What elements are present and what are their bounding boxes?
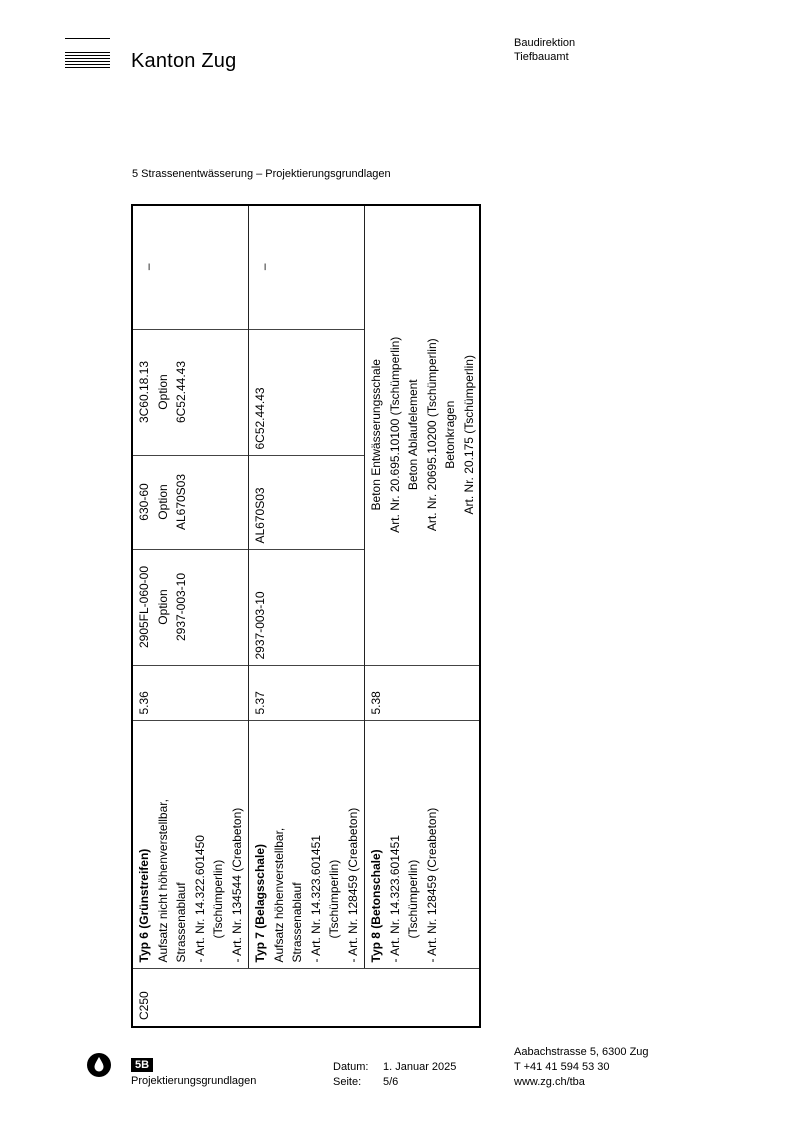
chapter-badge: 5B <box>131 1058 153 1072</box>
department-line: Baudirektion <box>514 37 576 49</box>
product-cell: 6C52.44.43 <box>249 330 365 456</box>
website-link: www.zg.ch/tba <box>514 1076 585 1088</box>
product-cell: 630-60 Option AL670S03 <box>133 456 249 550</box>
figure-number-cell: 5.36 <box>133 666 249 721</box>
product-cell: AL670S03 <box>249 456 365 550</box>
table-row <box>249 206 365 1026</box>
product-cell: – <box>249 206 365 330</box>
document-heading: 5 Strassenentwässerung – Projektierungsgrundlagen <box>132 168 391 180</box>
footer-values <box>383 1060 456 1090</box>
footer-address: Aabachstrasse 5, 6300 Zug T +41 41 594 53 30 www.zg.ch/tba <box>514 1046 649 1088</box>
date-value: 1. Januar 2025 <box>383 1061 457 1073</box>
footer-subtitle: Projektierungsgrundlagen <box>131 1075 257 1087</box>
figure-number-cell: 5.38 <box>365 666 481 721</box>
type-title: Typ 7 (Belagsschale) <box>253 844 267 963</box>
type-title: Typ 8 (Betonschale) <box>369 849 383 963</box>
product-cell: 2937-003-10 <box>249 550 365 666</box>
figure-number-cell: 5.37 <box>249 666 365 721</box>
water-drop-icon <box>87 1053 111 1077</box>
canton-name: Kanton Zug <box>131 50 237 72</box>
type-description-cell: Typ 7 (Belagsschale) Aufsatz höhenverstellbar, Strassenablauf - Art. Nr. 14.323.601451 (Tschümperlin) - Art. Nr. 128459 (Creabeton) <box>249 721 365 969</box>
page-number: 5/6 <box>383 1076 399 1088</box>
type-description-cell: Typ 6 (Grünstreifen) Aufsatz nicht höhenverstellbar, Strassenablauf - Art. Nr. 14.322.601450 (Tschümperlin) - Art. Nr. 134544 (Creabeton) <box>133 721 249 969</box>
load-class-cell: C250 <box>133 969 480 1026</box>
drainage-table <box>131 204 481 1028</box>
product-cell: 3C60.18.13 Option 6C52.44.43 <box>133 330 249 456</box>
footer-labels: Datum: Seite: <box>333 1061 369 1088</box>
table-row <box>133 206 249 1026</box>
table-row <box>365 206 481 1026</box>
type-title: Typ 6 (Grünstreifen) <box>137 848 151 963</box>
phone-number: T +41 41 594 53 30 <box>514 1061 610 1073</box>
product-cell: 2905FL-060-00 Option 2937-003-10 <box>133 550 249 666</box>
merged-product-cell: Beton Entwässerungsschale Art. Nr. 20.695.10100 (Tschümperlin) Beton Ablaufelement Art. Nr. 20695.10200 (Tschümperlin) Betonkragen Art. Nr. 20.175 (Tschümperlin) <box>365 206 481 666</box>
product-cell: – <box>133 206 249 330</box>
department <box>514 36 575 64</box>
canton-logo-lines <box>65 38 110 68</box>
type-description-cell: Typ 8 (Betonschale) - Art. Nr. 14.323.601451 (Tschümperlin) - Art. Nr. 128459 (Creabeton) <box>365 721 481 969</box>
office-line: Tiefbauamt <box>514 51 569 63</box>
